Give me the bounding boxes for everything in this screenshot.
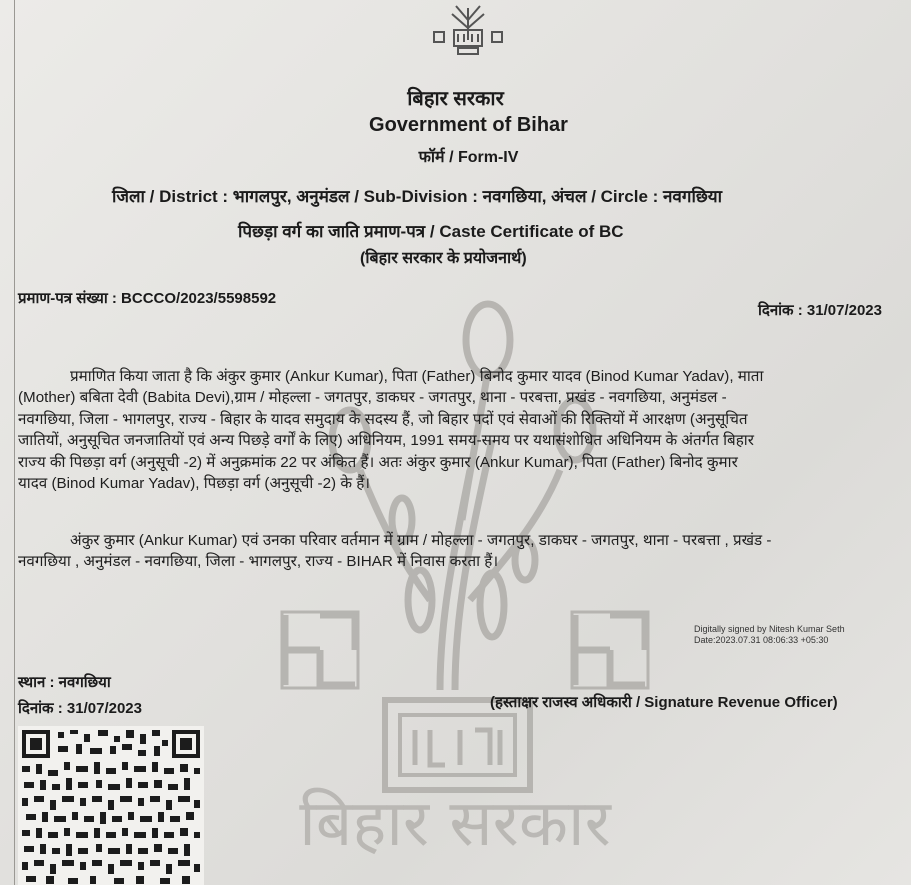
digital-signature-date: Date:2023.07.31 08:06:33 +05:30 — [694, 635, 829, 645]
certificate-paragraph-1 — [18, 366, 904, 494]
watermark-wordmark: बिहार सरकार — [299, 787, 611, 861]
certificate-purpose: (बिहार सरकार के प्रयोजनार्थ) — [360, 250, 527, 267]
bihar-emblem-icon — [428, 0, 508, 58]
paragraph-line: राज्य की पिछड़ा वर्ग (अनुसूची -2) में अनुक्रमांक 22 पर अंकित हैं। अतः अंकुर कुमार (Ankur Kumar), पिता (Father) बिनोद कुमार — [18, 453, 738, 471]
footer-date: दिनांक : 31/07/2023 — [18, 700, 142, 717]
form-label: फॉर्म / Form-IV — [418, 149, 519, 166]
paragraph-line: (Mother) बबिता देवी (Babita Devi),ग्राम / मोहल्ला - जगतपुर, डाकघर - जगतपुर, थाना - परबत्ता, प्रखंड - नवगछिया, अनुमंडल - — [18, 389, 727, 407]
paragraph-line: नवगछिया, जिला - भागलपुर, राज्य - बिहार के यादव समुदाय के सदस्य हैं, जो बिहार पदों एवं सेवाओं की रिक्तियों में आरक्षण (अनुसूचित — [18, 410, 748, 428]
certificate-title: पिछड़ा वर्ग का जाति प्रमाण-पत्र / Caste Certificate of BC — [238, 222, 624, 241]
certificate-paragraph-2 — [18, 530, 904, 573]
digital-signature-signer: Digitally signed by Nitesh Kumar Seth — [694, 624, 845, 634]
paragraph-line: प्रमाणित किया जाता है कि अंकुर कुमार (Ankur Kumar), पिता (Father) बिनोद कुमार यादव (Binod Kumar Yadav), माता — [70, 368, 764, 385]
signature-label: (हस्ताक्षर राजस्व अधिकारी / Signature Revenue Officer) — [490, 694, 838, 711]
qr-code[interactable] — [18, 726, 204, 885]
paragraph-line: जातियों, अनुसूचित जनजातियों एवं अन्य पिछड़े वर्गों के लिए) अधिनियम, 1991 समय-समय पर यथासंशोधित अधिनियम के अंतर्गत बिहार — [18, 432, 754, 450]
location-line: जिला / District : भागलपुर, अनुमंडल / Sub-Division : नवगछिया, अंचल / Circle : नवगछिया — [112, 187, 723, 206]
govt-title-english: Government of Bihar — [369, 114, 568, 136]
paragraph-line: यादव (Binod Kumar Yadav), पिछड़ा वर्ग (अनुसूची -2) के हैं। — [18, 475, 371, 493]
govt-title-hindi: बिहार सरकार — [407, 88, 504, 110]
paragraph-line: अंकुर कुमार (Ankur Kumar) एवं उनका परिवार वर्तमान में ग्राम / मोहल्ला - जगतपुर, डाकघर - जगतपुर, थाना - परबत्ता , प्रखंड - — [70, 532, 772, 549]
place-label: स्थान : नवगछिया — [18, 674, 111, 691]
digital-signature-block — [694, 624, 845, 646]
certificate-number: प्रमाण-पत्र संख्या : BCCCO/2023/5598592 — [18, 290, 277, 307]
paragraph-line: नवगछिया , अनुमंडल - नवगछिया, जिला - भागलपुर, राज्य - BIHAR में निवास करता हैं। — [18, 553, 499, 571]
certificate-date: दिनांक : 31/07/2023 — [758, 302, 882, 319]
page-edge-line — [14, 0, 15, 885]
